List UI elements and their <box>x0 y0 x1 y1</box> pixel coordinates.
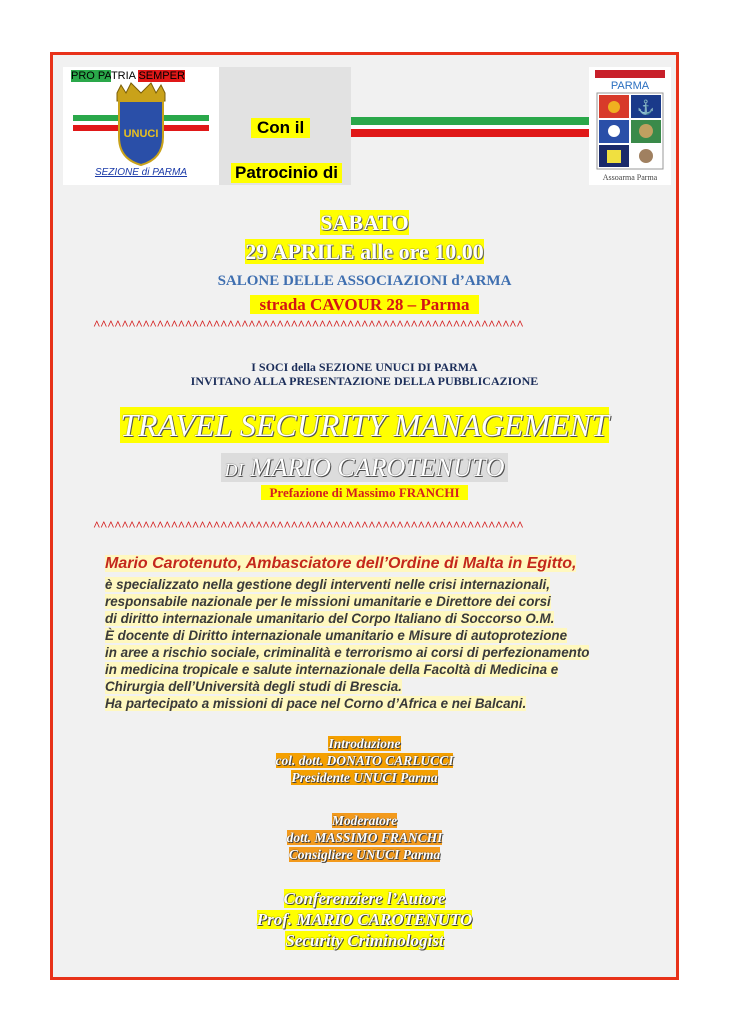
event-day: SABATO <box>320 210 409 235</box>
bio-line: Ha partecipato a missioni di pace nel Corno d’Africa e nei Balcani. <box>105 696 527 711</box>
separator-top: ^^^^^^^^^^^^^^^^^^^^^^^^^^^^^^^^^^^^^^^^^^^^^^^^^^^^^^^^^^^^^ <box>93 317 524 332</box>
introduzione-role: Presidente UNUCI Parma <box>291 770 438 785</box>
event-address: strada CAVOUR 28 – Parma <box>53 295 676 315</box>
event-date-time: 29 APRILE alle ore 10.00 <box>245 239 484 264</box>
author-prefix: DI <box>224 460 244 480</box>
poster-frame <box>50 52 679 980</box>
introduzione-name: col. dott. DONATO CARLUCCI <box>275 753 454 768</box>
assoarma-label: Assoarma Parma <box>602 173 658 182</box>
sezione-label: SEZIONE di PARMA <box>94 167 188 178</box>
bio-title: Mario Carotenuto, Ambasciatore dell’Ordine di Malta in Egitto, <box>105 555 577 572</box>
introduzione-block <box>53 735 676 786</box>
conferenziere-block <box>53 888 676 951</box>
svg-text:PARMA: PARMA <box>610 80 650 92</box>
bio-text <box>105 576 680 712</box>
separator-bottom: ^^^^^^^^^^^^^^^^^^^^^^^^^^^^^^^^^^^^^^^^^^^^^^^^^^^^^^^^^^^^^ <box>93 518 524 533</box>
bio-line: di diritto internazionale umanitario del Corpo Italiano di Soccorso O.M. <box>105 611 555 626</box>
book-author <box>53 453 676 483</box>
motto-part-green: PRO PA <box>71 70 111 82</box>
patrocinio-label: Patrocinio di <box>231 163 342 183</box>
assoarma-crest-icon <box>589 67 671 185</box>
bio-line: responsabile nazionale per le missioni umanitarie e Direttore dei corsi <box>105 594 551 609</box>
introduzione-label: Introduzione <box>328 736 401 751</box>
conferenziere-role: Security Criminologist <box>285 931 444 950</box>
motto-part-red: SEMPER <box>138 70 185 82</box>
conferenziere-label: Conferenziere l’Autore <box>283 889 446 908</box>
moderatore-role: Consigliere UNUCI Parma <box>288 847 441 862</box>
italian-flag-stripe <box>351 117 589 137</box>
bio-line: Chirurgia dell’Università degli studi di Brescia. <box>105 679 402 694</box>
bio-line: È docente di Diritto internazionale umanitario e Misure di autoprotezione <box>105 628 568 643</box>
bio-line: in medicina tropicale e salute internazionale della Facoltà di Medicina e <box>105 662 559 677</box>
invite-line-2: INVITANO ALLA PRESENTAZIONE DELLA PUBBLICAZIONE <box>190 374 539 388</box>
moderatore-name: dott. MASSIMO FRANCHI <box>286 830 443 845</box>
motto-part-white: TRIA <box>110 70 139 82</box>
assoarma-logo <box>589 67 671 185</box>
bio-line: è specializzato nella gestione degli interventi nelle crisi internazionali, <box>105 577 550 592</box>
book-preface: Prefazione di Massimo FRANCHI <box>53 485 676 501</box>
svg-text:⚓: ⚓ <box>637 101 655 116</box>
svg-text:UNUCI: UNUCI <box>123 128 159 140</box>
con-il-label: Con il <box>251 118 310 138</box>
unuci-logo <box>63 67 219 185</box>
book-title: TRAVEL SECURITY MANAGEMENT <box>120 407 609 443</box>
event-venue: SALONE DELLE ASSOCIAZIONI d’ARMA <box>217 273 512 289</box>
bio-line: in aree a rischio sociale, criminalità e terrorismo ai corsi di perfezionamento <box>105 645 590 660</box>
invite-line-1: I SOCI della SEZIONE UNUCI DI PARMA <box>251 360 478 374</box>
author-name: MARIO CAROTENUTO <box>250 453 505 482</box>
invite-text <box>53 360 676 388</box>
conferenziere-name: Prof. MARIO CAROTENUTO <box>256 910 473 929</box>
moderatore-block <box>53 812 676 863</box>
moderatore-label: Moderatore <box>331 813 398 828</box>
